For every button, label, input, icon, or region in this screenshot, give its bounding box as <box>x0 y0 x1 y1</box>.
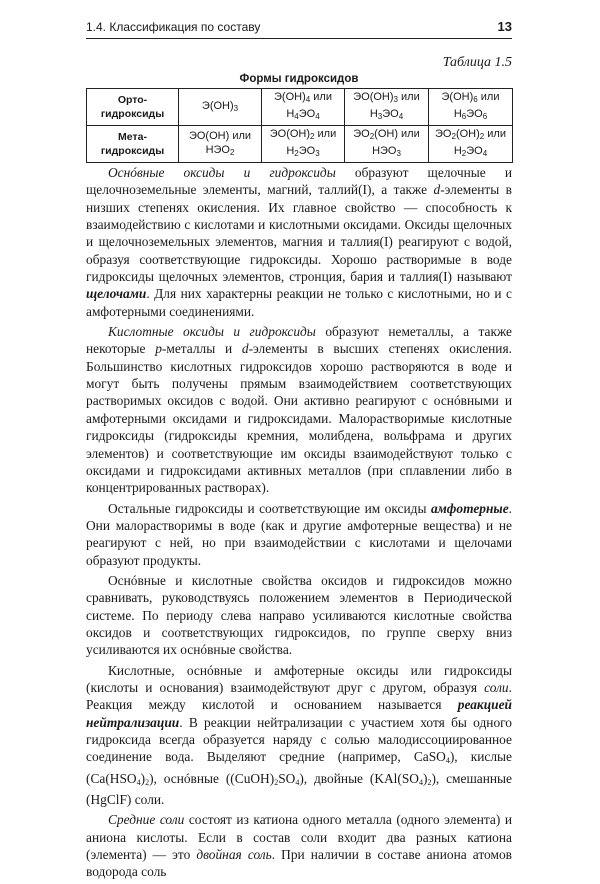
term-bold: амфотерные <box>430 500 509 516</box>
formula-part: (ОН) <box>455 128 480 140</box>
formula-sub: 4 <box>295 777 300 787</box>
table-title: Формы гидроксидов <box>239 73 359 85</box>
formula-sub: 2 <box>274 777 279 787</box>
row-header-line: Мета- <box>118 131 147 143</box>
header-divider <box>86 38 512 39</box>
section-title: 1.4. Классификация по составу <box>86 20 261 34</box>
formula-sub: 6 <box>461 112 467 121</box>
table-cell <box>179 126 262 163</box>
page-number: 13 <box>497 19 512 34</box>
table-cell <box>345 126 429 163</box>
formula-part: Н <box>453 145 462 157</box>
formula-sub: 6 <box>473 95 478 104</box>
text-run: ), смешанные (HgClF) соли. <box>86 770 512 808</box>
formula-sub: 4 <box>305 95 311 104</box>
row-header-line: Орто- <box>117 94 148 106</box>
formula-sub: 3 <box>233 103 239 113</box>
row-header-meta <box>87 126 179 163</box>
row-header-line: гидроксиды <box>100 108 165 120</box>
formula-part: Н <box>453 108 462 120</box>
paragraph-normal-salts <box>86 811 512 880</box>
text-run: SO <box>278 770 296 786</box>
text-run: образуют неметаллы, а также некоторые <box>86 324 512 357</box>
formula-part: ЭО <box>382 108 399 120</box>
table-row <box>87 126 513 163</box>
term-bold: щелочами <box>86 286 147 302</box>
formula-part: ЭО(ОН) <box>269 128 311 140</box>
text-run: . Реакция между кислотой и основанием называется <box>86 679 512 713</box>
formula-sub: 4 <box>418 777 423 787</box>
formula-part: ЭО(ОН) или <box>188 129 252 142</box>
formula-part: или <box>477 91 500 103</box>
text-run: ) <box>140 770 146 786</box>
formula-part: НЭО <box>372 145 397 157</box>
term: p <box>155 341 162 357</box>
formula-part: ЭО <box>298 108 316 120</box>
formula-part: Э(ОН) <box>441 91 474 103</box>
formula-part: Э(ОН) <box>274 91 306 103</box>
formula-part: НЭО <box>205 143 230 156</box>
formula-part: или <box>397 91 420 103</box>
formula-part: ЭО <box>466 108 483 120</box>
text-run: ), двойные (KAl(SO <box>299 770 419 786</box>
formula-part: или <box>484 128 506 140</box>
text-run: . При наличии в составе аниона атомов водорода соль <box>86 847 512 880</box>
text-run: -металлы и <box>161 341 242 357</box>
formula-sub: 2 <box>145 777 150 787</box>
formula-sub: 6 <box>482 112 488 121</box>
formula-sub: 4 <box>315 112 320 121</box>
formula-sub: 2 <box>229 147 235 157</box>
formula-part: ЭО <box>353 128 370 140</box>
table-cell <box>429 89 513 126</box>
text-run: Кислотные, оснóвные и амфотерные оксиды или гидроксиды (кислоты и основания) взаимодействуют друг с другом, образуя <box>86 662 512 695</box>
formula-part: или <box>314 128 337 140</box>
formula-part: Н <box>286 108 295 120</box>
formula-part: Н <box>369 108 378 120</box>
formula-sub: 4 <box>398 112 404 121</box>
formula-sub: 4 <box>136 777 141 787</box>
body-text <box>86 164 512 884</box>
paragraph-periodic-trends <box>86 572 512 659</box>
term: Оснóвные оксиды и гидроксиды <box>108 165 336 180</box>
table-cell <box>429 126 513 163</box>
running-header <box>86 17 512 37</box>
formula-sub: 3 <box>315 149 320 158</box>
formula-sub: 2 <box>451 132 456 141</box>
hydroxide-forms-table <box>86 88 513 163</box>
formula-sub: 4 <box>294 112 299 121</box>
formula-sub: 2 <box>427 777 432 787</box>
formula-part: ЭО(ОН) <box>353 91 394 103</box>
table-row <box>87 89 513 126</box>
formula-sub: 4 <box>482 149 488 158</box>
term: соли <box>484 679 509 695</box>
table-cell <box>345 89 429 126</box>
text-run: состоят из катиона одного металла (одного элемента) и аниона кислоты. Если в состав соли входит два разных катиона (элемента) — это <box>86 812 512 863</box>
text-run: образуют щелочные и щелочноземельные элементы, магний, таллий(I), а также <box>86 165 512 198</box>
text-run: -элементы в высших степенях окисления. Большинство кислотных гидроксидов хорошо растворяются в воде и могут быть получены прямым взаимодействием соответствующих растворимых оксидов с водой. Они активно реагируют с оснóвными и амфотерными оксидами и гидроксидами. Малорастворимые кислотные гидроксиды (гидроксиды кремния, молибдена, вольфрама и других элементов) и соответствующие им оксиды взаимодействуют только с оксидами и гидроксидами активных металлов (при сплавлении либо в концентрированных растворах). <box>86 341 512 496</box>
text-run: Остальные гидроксиды и соответствующие им оксиды <box>108 500 431 516</box>
paragraph-amphoteric <box>86 500 512 569</box>
formula-sub: 2 <box>310 132 315 141</box>
formula-part: ЭО <box>435 128 452 140</box>
formula-part: ЭО <box>466 145 483 157</box>
text-run: . Они малорастворимы в воде (как и другие амфотерные вещества) и не реагируют с ней, но при взаимодействии с кислотами и щелочами образуют продукты. <box>86 500 512 568</box>
table-cell <box>262 126 345 163</box>
row-header-ortho <box>87 89 179 126</box>
term-bold: реакцией нейтрализации <box>86 697 512 730</box>
paragraph-acidic-oxides <box>86 323 512 496</box>
formula-part: или <box>310 91 332 103</box>
formula-sub: 3 <box>377 112 383 121</box>
text-run: ), оснóвные ((CuOH) <box>149 770 275 786</box>
term: двойная соль <box>196 847 272 863</box>
formula-sub: 3 <box>396 149 401 158</box>
paragraph-basic-oxides <box>86 164 512 320</box>
paragraph-salts <box>86 662 512 809</box>
row-header-line: гидроксиды <box>100 145 165 157</box>
text-run: . Для них характерны реакции не только с кислотными, но и с амфотерными соединениями. <box>86 286 512 319</box>
formula-part: (ОН) или <box>374 128 420 140</box>
text-run: Оснóвные и кислотные свойства оксидов и гидроксидов можно сравнивать, руководствуясь положением элементов в Периодической системе. По периоду слева направо усиливаются кислотные свойства оксидов и соответствующих гидроксидов, по группе сверху вниз усиливаются их оснóвные свойства. <box>86 572 512 658</box>
formula-sub: 3 <box>393 95 398 104</box>
term: d <box>433 182 441 198</box>
text-run: ), кислые (Ca(HSO <box>86 749 512 786</box>
formula-part: ЭО <box>298 145 316 157</box>
text-run: -элементы в низших степенях окисления. Их главное свойство — способность к взаимодействию с кислотами и кислотными оксидами. Оксиды щелочных и щелочноземельных элементов, магния и таллия(I) реагируют с водой, образуя соответствующие гидроксиды. Хорошо растворимые в воде гидроксиды щелочных элементов, стронция, бария и таллия(I) называют <box>86 182 512 285</box>
formula-sub: 2 <box>461 149 467 158</box>
term: Средние соли <box>108 812 185 828</box>
formula-sub: 2 <box>369 132 375 141</box>
term: d <box>241 341 249 357</box>
formula-sub: 2 <box>479 132 485 141</box>
text-run: . В реакции нейтрализации с участием хотя бы одного гидроксида всегда образуется наряду с солью малодиссоциированное соединение вода. Выделяют средние (например, CaSO <box>86 714 512 765</box>
text-run: ) <box>422 770 428 786</box>
table-caption-number: Таблица 1.5 <box>442 55 512 70</box>
table-cell <box>179 89 262 126</box>
formula-sub: 4 <box>445 756 450 766</box>
formula-sub: 2 <box>294 149 299 158</box>
term: Кислотные оксиды и гидроксиды <box>108 324 316 340</box>
formula-part: Э(ОН) <box>201 99 234 112</box>
formula-part: Н <box>286 145 295 157</box>
table-cell <box>262 89 345 126</box>
